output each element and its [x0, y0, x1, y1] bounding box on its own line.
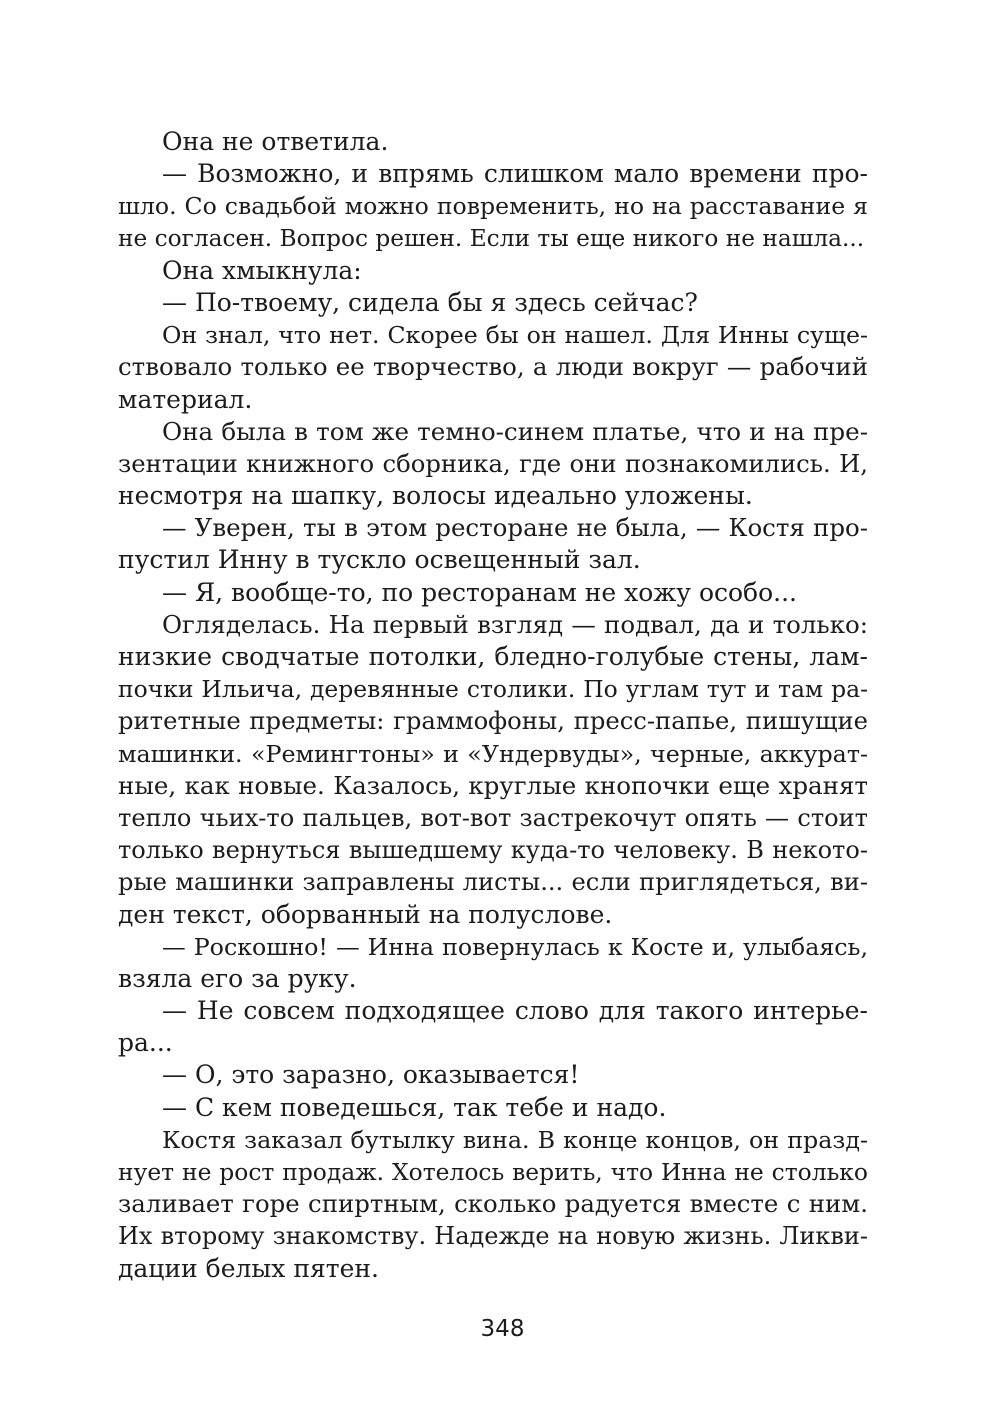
- text-line: только вернуться вышедшему куда-то человеку. В некото-: [118, 836, 868, 865]
- text-line: Она была в том же темно-синем платье, что и на пре-: [162, 416, 868, 446]
- text-line: Она не ответила.: [162, 127, 389, 156]
- text-line: тепло чьих-то пальцев, вот-вот застрекочут опять — стоит: [118, 803, 868, 832]
- text-line: пустил Инну в тускло освещенный зал.: [118, 545, 641, 575]
- text-line: ра...: [118, 1028, 173, 1058]
- text-line: почки Ильича, деревянные столики. По углам тут и там ра-: [118, 675, 868, 704]
- text-line: ден текст, оборванный на полуслове.: [118, 899, 613, 929]
- text-line: несмотря на шапку, волосы идеально уложены.: [118, 481, 753, 511]
- text-line: машинки. «Ремингтоны» и «Ундервуды», черные, аккурат-: [118, 739, 868, 768]
- text-line: ные, как новые. Казалось, круглые кнопочки еще хранят: [118, 770, 868, 800]
- text-line: низкие сводчатые потолки, бледно-голубые стены, лам-: [118, 642, 868, 671]
- text-line: рые машинки заправлены листы... если приглядеться, ви-: [118, 868, 868, 897]
- page-number: 348: [480, 1316, 525, 1342]
- text-line: заливает горе спиртным, сколько радуется вместе с ним.: [118, 1189, 868, 1219]
- text-line: Он знал, что нет. Скорее бы он нашел. Для Инны суще-: [162, 321, 868, 350]
- text-line: — Я, вообще-то, по ресторанам не хожу особо...: [162, 577, 797, 607]
- text-line: ритетные предметы: граммофоны, пресс-папье, пишущие: [118, 706, 868, 736]
- text-line: взяла его за руку.: [118, 963, 357, 993]
- text-line: дации белых пятен.: [118, 1253, 379, 1283]
- text-line: — Не совсем подходящее слово для такого интерье-: [162, 996, 868, 1026]
- text-line: — По-твоему, сидела бы я здесь сейчас?: [162, 287, 698, 317]
- text-line: — О, это заразно, оказывается!: [162, 1060, 580, 1090]
- text-line: материал.: [118, 384, 253, 414]
- text-line: — С кем поведешься, так тебе и надо.: [162, 1092, 667, 1122]
- text-line: шло. Со свадьбой можно повременить, но на расставание я: [118, 192, 868, 221]
- text-line: не согласен. Вопрос решен. Если ты еще никого не нашла...: [118, 224, 865, 252]
- text-line: Костя заказал бутылку вина. В конце концов, он празд-: [162, 1125, 868, 1154]
- text-line: зентации книжного сборника, где они познакомились. И,: [118, 448, 868, 478]
- text-line: — Возможно, и впрямь слишком мало времени про-: [162, 159, 868, 189]
- text-line: Она хмыкнула:: [162, 255, 362, 285]
- text-line: Их второму знакомству. Надежде на новую жизнь. Ликви-: [118, 1222, 868, 1251]
- text-line: нует не рост продаж. Хотелось верить, что Инна не столько: [118, 1158, 868, 1186]
- text-line: — Роскошно! — Инна повернулась к Косте и, улыбаясь,: [162, 932, 868, 961]
- text-line: — Уверен, ты в этом ресторане не была, — Костя про-: [162, 513, 868, 543]
- text-line: ствовало только ее творчество, а люди вокруг — рабочий: [118, 352, 868, 382]
- body-text: [118, 126, 868, 1285]
- text-line: Огляделась. На первый взгляд — подвал, да и только:: [162, 609, 868, 639]
